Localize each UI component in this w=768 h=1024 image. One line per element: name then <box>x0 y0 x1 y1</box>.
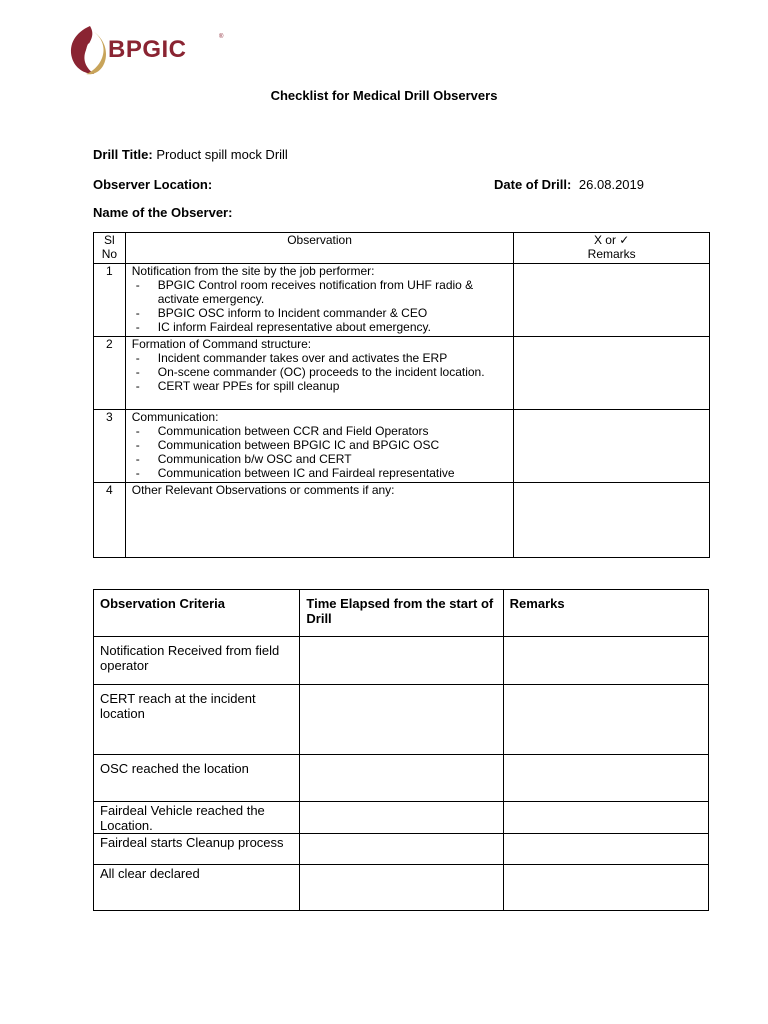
table-row <box>94 337 710 410</box>
row-title: Communication: <box>131 410 219 424</box>
remarks-cell[interactable] <box>503 834 708 865</box>
time-elapsed-cell[interactable] <box>300 802 503 834</box>
row-sl: 1 <box>94 264 126 337</box>
row-observation <box>125 337 514 410</box>
drill-title-value: Product spill mock Drill <box>156 147 288 162</box>
row-observation <box>125 483 514 558</box>
row-remarks-cell[interactable] <box>514 337 710 410</box>
criteria-cell: All clear declared <box>94 865 300 911</box>
remarks-cell[interactable] <box>503 755 708 802</box>
bullet-item: - Incident commander takes over and activates the ERP <box>135 351 448 365</box>
observation-checklist-table <box>93 232 710 558</box>
drill-title-label: Drill Title: <box>93 147 153 162</box>
row-remarks-cell[interactable] <box>514 410 710 483</box>
remarks-cell[interactable] <box>503 685 708 755</box>
table-row <box>94 483 710 558</box>
observer-name-line <box>93 205 232 220</box>
observer-location-line <box>93 177 212 192</box>
bullet-item: - IC inform Fairdeal representative about emergency. <box>135 320 431 334</box>
table-row <box>94 865 709 911</box>
logo-flame-icon <box>68 24 108 76</box>
table-row <box>94 264 710 337</box>
bullet-item: - Communication between IC and Fairdeal representative <box>135 466 455 480</box>
bullet-item: - BPGIC OSC inform to Incident commander & CEO <box>135 306 428 320</box>
date-of-drill-line <box>494 177 644 192</box>
row-title: Formation of Command structure: <box>131 337 312 351</box>
header-remarks-label: Remarks <box>587 247 636 261</box>
table-row <box>94 834 709 865</box>
criteria-cell: OSC reached the location <box>94 755 300 802</box>
remarks-cell[interactable] <box>503 637 708 685</box>
table-row <box>94 685 709 755</box>
time-elapsed-cell[interactable] <box>300 865 503 911</box>
page-title: Checklist for Medical Drill Observers <box>270 88 498 103</box>
timing-criteria-table <box>93 589 709 911</box>
header-remarks: Remarks <box>503 590 708 637</box>
table-row <box>94 637 709 685</box>
observer-location-label: Observer Location: <box>93 177 213 192</box>
observer-name-label: Name of the Observer: <box>93 205 233 220</box>
row-sl: 2 <box>94 337 126 410</box>
row-remarks-cell[interactable] <box>514 483 710 558</box>
header-observation-criteria: Observation Criteria <box>94 590 300 637</box>
row-observation <box>125 264 514 337</box>
time-elapsed-cell[interactable] <box>300 685 503 755</box>
row-title: Notification from the site by the job performer: <box>131 264 375 278</box>
row-title: Other Relevant Observations or comments if any: <box>131 483 395 497</box>
header-remarks-check: X or ✓ <box>593 233 630 247</box>
bullet-item: - On-scene commander (OC) proceeds to the incident location. <box>135 365 485 379</box>
drill-title-line <box>93 147 288 162</box>
logo-registered-mark: ® <box>219 34 224 40</box>
table-row <box>94 410 710 483</box>
bullet-item: - Communication between BPGIC IC and BPGIC OSC <box>135 438 440 452</box>
bullet-item: - BPGIC Control room receives notification from UHF radio & activate emergency. <box>135 278 474 306</box>
time-elapsed-cell[interactable] <box>300 637 503 685</box>
time-elapsed-cell[interactable] <box>300 834 503 865</box>
remarks-cell[interactable] <box>503 802 708 834</box>
date-of-drill-label: Date of Drill: <box>494 177 572 192</box>
header-sl-no: Sl No <box>94 233 126 264</box>
table-row <box>94 755 709 802</box>
bullet-item: - Communication b/w OSC and CERT <box>135 452 352 466</box>
date-of-drill-value: 26.08.2019 <box>578 177 644 192</box>
criteria-cell: Fairdeal starts Cleanup process <box>94 834 300 865</box>
criteria-cell: Fairdeal Vehicle reached the Location. <box>94 802 300 834</box>
bullet-item: - CERT wear PPEs for spill cleanup <box>135 379 340 393</box>
time-elapsed-cell[interactable] <box>300 755 503 802</box>
header-time-elapsed: Time Elapsed from the start of Drill <box>300 590 503 637</box>
table-header-row <box>94 590 709 637</box>
criteria-cell: Notification Received from field operator <box>94 637 300 685</box>
header-observation: Observation <box>125 233 514 264</box>
row-remarks-cell[interactable] <box>514 264 710 337</box>
bpgic-logo <box>68 22 238 80</box>
criteria-cell: CERT reach at the incident location <box>94 685 300 755</box>
remarks-cell[interactable] <box>503 865 708 911</box>
table-header-row <box>94 233 710 264</box>
table-row <box>94 802 709 834</box>
bullet-item: - Communication between CCR and Field Operators <box>135 424 429 438</box>
row-sl: 3 <box>94 410 126 483</box>
header-remarks <box>514 233 710 264</box>
row-sl: 4 <box>94 483 126 558</box>
row-observation <box>125 410 514 483</box>
logo-text: BPGIC <box>108 36 187 63</box>
